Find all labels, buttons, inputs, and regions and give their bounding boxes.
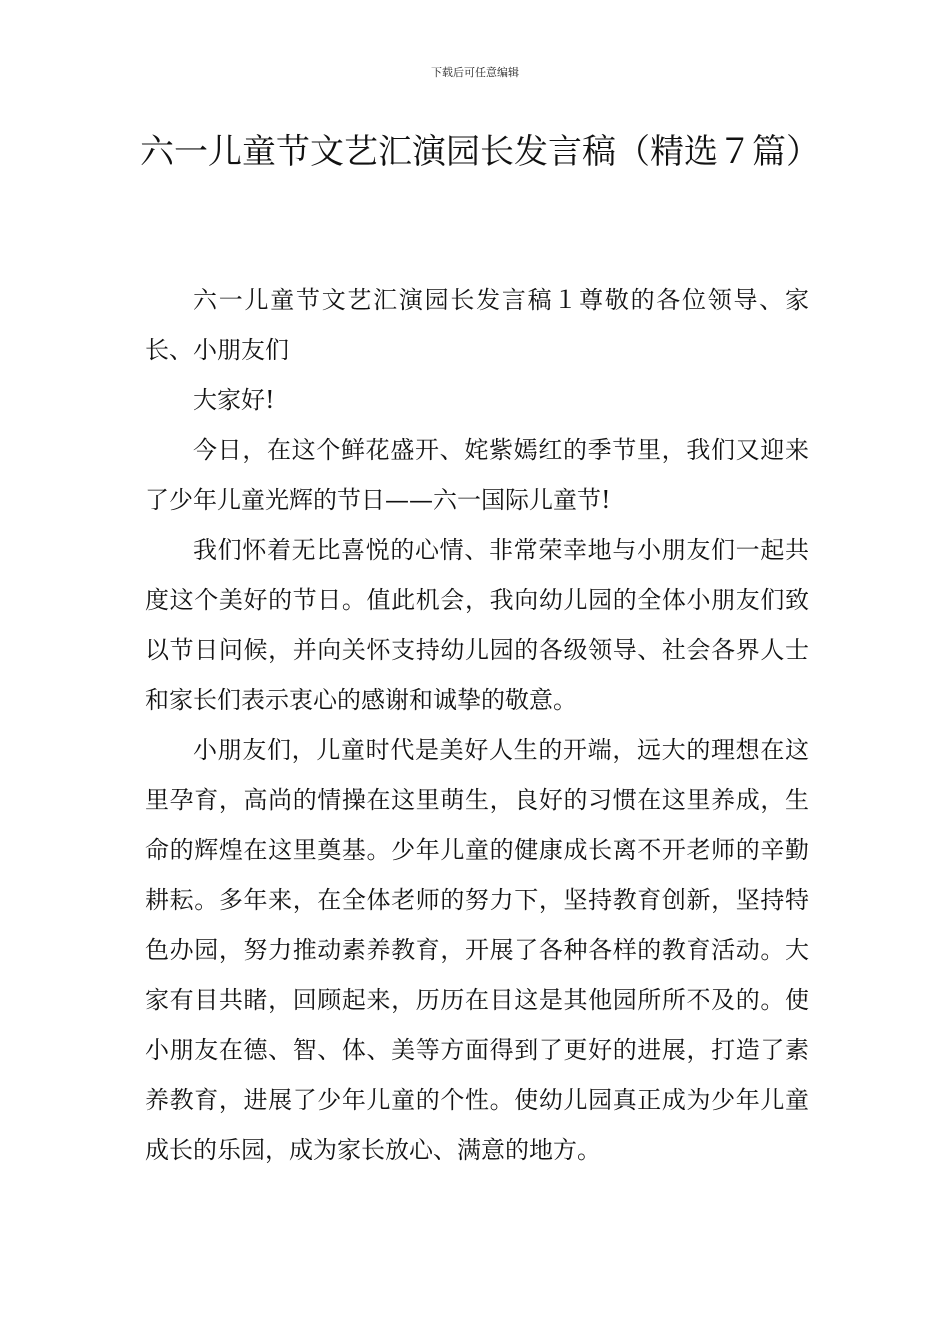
paragraph-greeting-line: 六一儿童节文艺汇演园长发言稿１尊敬的各位领导、家长、小朋友们 [145,286,809,364]
paragraph-thanks: 我们怀着无比喜悦的心情、非常荣幸地与小朋友们一起共度这个美好的节日。值此机会，我向幼儿园的全体小朋友们致以节日问候，并向关怀支持幼儿园的各级领导、社会各界人士和家长们表示衷心的感谢和诚挚的敬意。 [145,536,809,714]
paragraph-season: 今日，在这个鲜花盛开、姹紫嫣红的季节里，我们又迎来了少年儿童光辉的节日——六一国际儿童节! [145,436,809,514]
header-note: 下载后可任意编辑 [431,66,519,79]
document-title: 六一儿童节文艺汇演园长发言稿（精选７篇） [140,132,820,172]
paragraph-hello: 大家好! [193,386,275,414]
paragraph-children: 小朋友们，儿童时代是美好人生的开端，远大的理想在这里孕育，高尚的情操在这里萌生，良好的习惯在这里养成，生命的辉煌在这里奠基。少年儿童的健康成长离不开老师的辛勤耕耘。多年来，在全体老师的努力下，坚持教育创新，坚持特色办园，努力推动素养教育，开展了各种各样的教育活动。大家有目共睹，回顾起来，历历在目这是其他园所所不及的。使小朋友在德、智、体、美等方面得到了更好的进展，打造了素养教育，进展了少年儿童的个性。使幼儿园真正成为少年儿童成长的乐园，成为家长放心、满意的地方。 [145,736,809,1164]
document-body [145,275,809,1175]
